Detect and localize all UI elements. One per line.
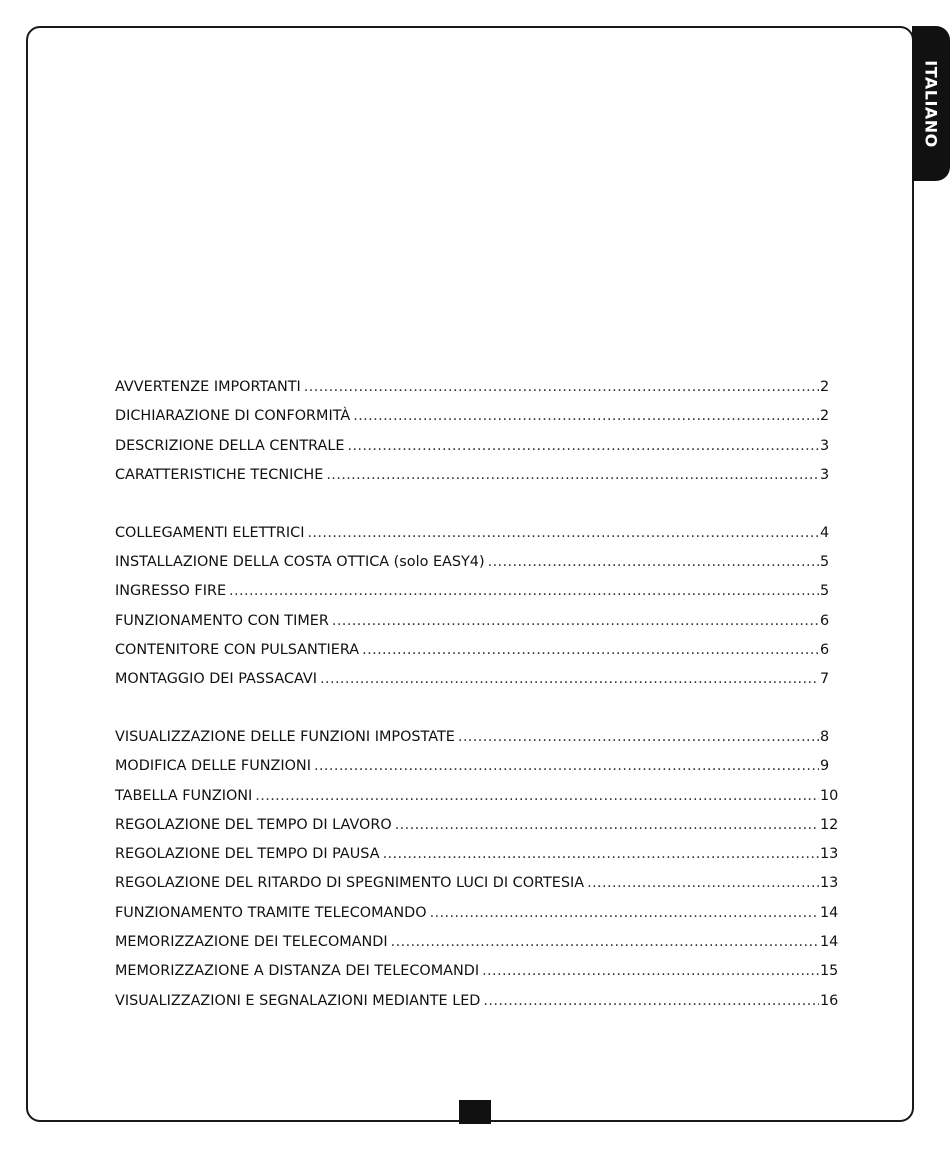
toc-leader-dots	[320, 665, 819, 694]
toc-entry-page: 6	[820, 612, 830, 629]
toc-entry-title: FUNZIONAMENTO CON TIMER	[115, 612, 329, 629]
toc-entry[interactable]	[115, 607, 840, 636]
toc-entry-title: MEMORIZZAZIONE A DISTANZA DEI TELECOMANDI	[115, 963, 480, 980]
toc-entry-page: 7	[820, 671, 830, 688]
toc-entry-page: 14	[820, 904, 839, 921]
toc-entry[interactable]	[115, 811, 840, 840]
toc-entry[interactable]	[115, 461, 840, 490]
toc-group	[115, 373, 840, 490]
toc-entry[interactable]	[115, 665, 840, 694]
toc-entry-page: 14	[820, 934, 839, 951]
toc-leader-dots	[482, 957, 819, 986]
toc-leader-dots	[483, 987, 819, 1016]
toc-leader-dots	[255, 782, 819, 811]
toc-entry-title: CARATTERISTICHE TECNICHE	[115, 466, 324, 483]
toc-entry-page: 5	[820, 583, 830, 600]
toc-entry[interactable]	[115, 548, 840, 577]
table-of-contents	[115, 373, 840, 1044]
toc-entry-title: MONTAGGIO DEI PASSACAVI	[115, 671, 318, 688]
toc-leader-dots	[458, 723, 819, 752]
toc-entry[interactable]	[115, 577, 840, 606]
toc-entry[interactable]	[115, 928, 840, 957]
toc-entry-title: COLLEGAMENTI ELETTRICI	[115, 524, 305, 541]
toc-entry-title: DESCRIZIONE DELLA CENTRALE	[115, 437, 345, 454]
toc-entry-title: REGOLAZIONE DEL TEMPO DI PAUSA	[115, 846, 380, 863]
toc-entry-title: VISUALIZZAZIONE DELLE FUNZIONI IMPOSTATE	[115, 728, 455, 745]
toc-leader-dots	[353, 402, 819, 431]
toc-entry-page: 2	[820, 379, 830, 395]
toc-entry-title: INGRESSO FIRE	[115, 583, 227, 600]
toc-entry-page: 3	[820, 437, 830, 454]
toc-entry-page: 13	[820, 846, 839, 863]
toc-entry-page: 13	[820, 875, 839, 892]
toc-entry[interactable]	[115, 636, 840, 665]
toc-entry-title: MEMORIZZAZIONE DEI TELECOMANDI	[115, 934, 388, 951]
toc-leader-dots	[307, 519, 819, 548]
toc-entry[interactable]	[115, 869, 840, 898]
toc-leader-dots	[488, 548, 819, 577]
toc-entry[interactable]	[115, 899, 840, 928]
toc-leader-dots	[314, 752, 819, 781]
toc-entry[interactable]	[115, 752, 840, 781]
toc-leader-dots	[383, 840, 819, 869]
toc-leader-dots	[391, 928, 819, 957]
toc-entry-page: 3	[820, 466, 830, 483]
page-number-marker	[459, 1100, 491, 1124]
toc-entry-title: FUNZIONAMENTO TRAMITE TELECOMANDO	[115, 904, 427, 921]
toc-entry-page: 12	[820, 816, 839, 833]
language-tab-label: ITALIANO	[921, 59, 941, 148]
toc-entry-title: REGOLAZIONE DEL TEMPO DI LAVORO	[115, 816, 392, 833]
toc-entry[interactable]	[115, 723, 840, 752]
toc-leader-dots	[430, 899, 819, 928]
toc-entry-title: INSTALLAZIONE DELLA COSTA OTTICA (solo EASY4)	[115, 553, 485, 570]
toc-leader-dots	[332, 607, 819, 636]
toc-leader-dots	[395, 811, 819, 840]
toc-entry[interactable]	[115, 432, 840, 461]
toc-entry-page: 5	[820, 553, 830, 570]
toc-leader-dots	[229, 577, 819, 606]
toc-entry[interactable]	[115, 782, 840, 811]
toc-entry-title: AVVERTENZE IMPORTANTI	[115, 379, 301, 395]
toc-leader-dots	[304, 373, 819, 402]
toc-entry-page: 9	[820, 758, 830, 775]
language-tab	[912, 26, 950, 181]
toc-entry[interactable]	[115, 402, 840, 431]
toc-entry-title: VISUALIZZAZIONI E SEGNALAZIONI MEDIANTE LED	[115, 992, 481, 1009]
toc-leader-dots	[587, 869, 819, 898]
toc-entry-page: 10	[820, 787, 839, 804]
toc-leader-dots	[347, 432, 819, 461]
toc-entry-title: DICHIARAZIONE DI CONFORMITÀ	[115, 408, 351, 425]
toc-entry-page: 2	[820, 408, 830, 425]
toc-entry-page: 4	[820, 524, 830, 541]
toc-group	[115, 723, 840, 1016]
toc-entry[interactable]	[115, 519, 840, 548]
toc-entry-title: REGOLAZIONE DEL RITARDO DI SPEGNIMENTO LUCI DI CORTESIA	[115, 875, 585, 892]
toc-entry[interactable]	[115, 957, 840, 986]
toc-entry-page: 15	[820, 963, 839, 980]
toc-entry-title: CONTENITORE CON PULSANTIERA	[115, 641, 360, 658]
toc-group	[115, 519, 840, 695]
toc-entry-page: 8	[820, 728, 830, 745]
toc-entry-page: 16	[820, 992, 839, 1009]
toc-entry-title: MODIFICA DELLE FUNZIONI	[115, 758, 311, 775]
toc-leader-dots	[362, 636, 819, 665]
toc-entry[interactable]	[115, 987, 840, 1016]
toc-entry-page: 6	[820, 641, 830, 658]
toc-entry[interactable]	[115, 373, 840, 402]
toc-leader-dots	[326, 461, 819, 490]
toc-entry[interactable]	[115, 840, 840, 869]
toc-entry-title: TABELLA FUNZIONI	[115, 787, 253, 804]
